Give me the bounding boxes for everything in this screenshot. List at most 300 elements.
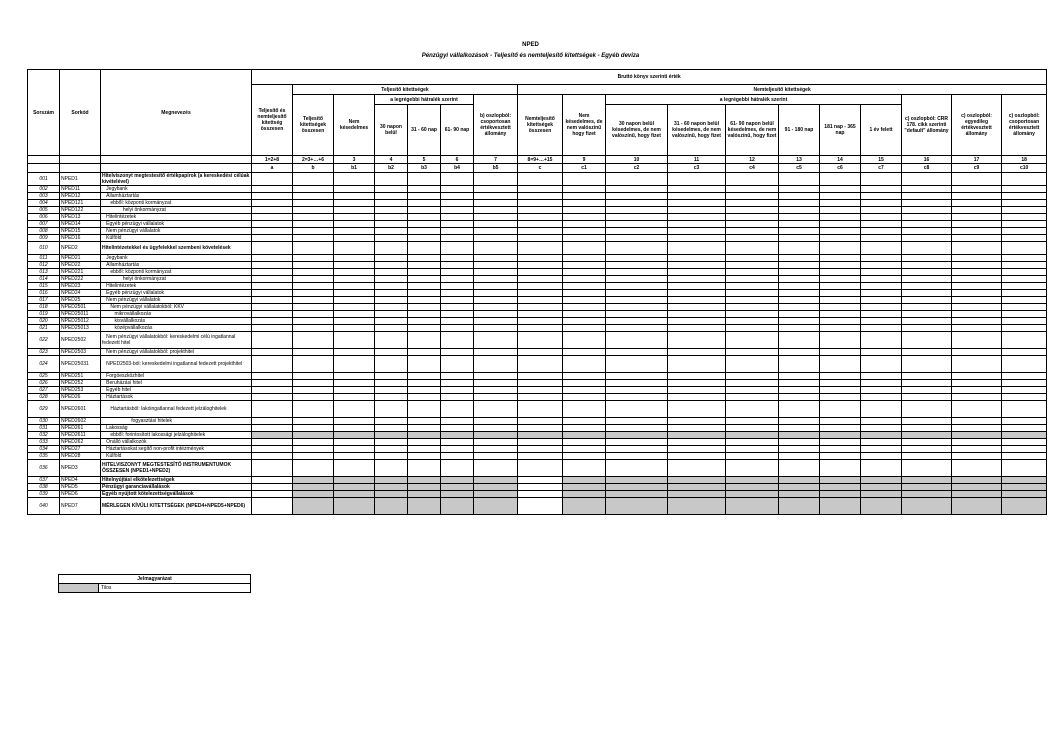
value-cell[interactable] (518, 304, 563, 311)
value-cell[interactable] (474, 228, 518, 235)
value-cell[interactable] (563, 394, 606, 401)
value-cell[interactable] (1002, 446, 1047, 453)
value-cell[interactable] (518, 318, 563, 325)
value-cell[interactable] (952, 290, 1002, 297)
value-cell[interactable] (334, 439, 375, 446)
value-cell[interactable] (1002, 439, 1047, 446)
value-cell[interactable] (726, 325, 779, 332)
value-cell[interactable] (408, 269, 441, 276)
value-cell[interactable] (779, 200, 820, 207)
value-cell[interactable] (474, 439, 518, 446)
value-cell[interactable] (375, 255, 408, 262)
value-cell[interactable] (474, 401, 518, 418)
value-cell[interactable] (902, 242, 952, 255)
value-cell[interactable] (1002, 349, 1047, 356)
value-cell[interactable] (668, 453, 726, 460)
value-cell[interactable] (820, 200, 861, 207)
value-cell[interactable] (1002, 318, 1047, 325)
value-cell[interactable] (375, 193, 408, 200)
value-cell[interactable] (408, 297, 441, 304)
value-cell[interactable] (518, 380, 563, 387)
value-cell[interactable] (861, 439, 902, 446)
value-cell[interactable] (408, 446, 441, 453)
value-cell[interactable] (779, 311, 820, 318)
value-cell[interactable] (952, 446, 1002, 453)
value-cell[interactable] (668, 262, 726, 269)
value-cell[interactable] (334, 477, 375, 484)
value-cell[interactable] (779, 484, 820, 491)
value-cell[interactable] (726, 460, 779, 477)
value-cell[interactable] (441, 297, 474, 304)
value-cell[interactable] (375, 325, 408, 332)
value-cell[interactable] (334, 186, 375, 193)
value-cell[interactable] (252, 290, 293, 297)
value-cell[interactable] (668, 283, 726, 290)
value-cell[interactable] (606, 242, 668, 255)
value-cell[interactable] (375, 349, 408, 356)
value-cell[interactable] (252, 394, 293, 401)
value-cell[interactable] (902, 432, 952, 439)
value-cell[interactable] (606, 425, 668, 432)
value-cell[interactable] (779, 262, 820, 269)
value-cell[interactable] (820, 491, 861, 498)
value-cell[interactable] (441, 228, 474, 235)
value-cell[interactable] (820, 255, 861, 262)
value-cell[interactable] (441, 439, 474, 446)
value-cell[interactable] (441, 235, 474, 242)
value-cell[interactable] (563, 297, 606, 304)
value-cell[interactable] (606, 387, 668, 394)
value-cell[interactable] (441, 356, 474, 373)
value-cell[interactable] (334, 432, 375, 439)
value-cell[interactable] (334, 242, 375, 255)
value-cell[interactable] (293, 460, 334, 477)
value-cell[interactable] (952, 193, 1002, 200)
value-cell[interactable] (820, 297, 861, 304)
value-cell[interactable] (293, 349, 334, 356)
value-cell[interactable] (779, 418, 820, 425)
value-cell[interactable] (952, 439, 1002, 446)
value-cell[interactable] (252, 276, 293, 283)
value-cell[interactable] (779, 297, 820, 304)
value-cell[interactable] (1002, 262, 1047, 269)
value-cell[interactable] (293, 380, 334, 387)
value-cell[interactable] (952, 276, 1002, 283)
value-cell[interactable] (375, 235, 408, 242)
value-cell[interactable] (252, 484, 293, 491)
value-cell[interactable] (441, 477, 474, 484)
value-cell[interactable] (779, 221, 820, 228)
value-cell[interactable] (563, 401, 606, 418)
value-cell[interactable] (441, 484, 474, 491)
value-cell[interactable] (902, 290, 952, 297)
value-cell[interactable] (408, 325, 441, 332)
value-cell[interactable] (779, 255, 820, 262)
value-cell[interactable] (1002, 477, 1047, 484)
value-cell[interactable] (334, 453, 375, 460)
value-cell[interactable] (861, 484, 902, 491)
value-cell[interactable] (1002, 311, 1047, 318)
value-cell[interactable] (252, 418, 293, 425)
value-cell[interactable] (334, 297, 375, 304)
value-cell[interactable] (668, 235, 726, 242)
value-cell[interactable] (952, 207, 1002, 214)
value-cell[interactable] (334, 207, 375, 214)
value-cell[interactable] (606, 439, 668, 446)
value-cell[interactable] (779, 380, 820, 387)
value-cell[interactable] (1002, 304, 1047, 311)
value-cell[interactable] (902, 460, 952, 477)
value-cell[interactable] (252, 446, 293, 453)
value-cell[interactable] (252, 491, 293, 498)
value-cell[interactable] (668, 297, 726, 304)
value-cell[interactable] (252, 498, 293, 515)
value-cell[interactable] (563, 373, 606, 380)
value-cell[interactable] (375, 283, 408, 290)
value-cell[interactable] (375, 318, 408, 325)
value-cell[interactable] (441, 221, 474, 228)
value-cell[interactable] (252, 200, 293, 207)
value-cell[interactable] (408, 283, 441, 290)
value-cell[interactable] (820, 283, 861, 290)
value-cell[interactable] (563, 186, 606, 193)
value-cell[interactable] (518, 221, 563, 228)
value-cell[interactable] (668, 418, 726, 425)
value-cell[interactable] (375, 186, 408, 193)
value-cell[interactable] (952, 425, 1002, 432)
value-cell[interactable] (606, 356, 668, 373)
value-cell[interactable] (293, 332, 334, 349)
value-cell[interactable] (293, 207, 334, 214)
value-cell[interactable] (252, 439, 293, 446)
value-cell[interactable] (518, 207, 563, 214)
value-cell[interactable] (474, 477, 518, 484)
value-cell[interactable] (474, 356, 518, 373)
value-cell[interactable] (861, 186, 902, 193)
value-cell[interactable] (726, 193, 779, 200)
value-cell[interactable] (293, 432, 334, 439)
value-cell[interactable] (252, 262, 293, 269)
value-cell[interactable] (563, 439, 606, 446)
value-cell[interactable] (408, 432, 441, 439)
value-cell[interactable] (474, 290, 518, 297)
value-cell[interactable] (902, 446, 952, 453)
value-cell[interactable] (1002, 207, 1047, 214)
value-cell[interactable] (820, 373, 861, 380)
value-cell[interactable] (518, 173, 563, 186)
value-cell[interactable] (252, 235, 293, 242)
value-cell[interactable] (474, 484, 518, 491)
value-cell[interactable] (726, 186, 779, 193)
value-cell[interactable] (252, 432, 293, 439)
value-cell[interactable] (1002, 498, 1047, 515)
value-cell[interactable] (726, 401, 779, 418)
value-cell[interactable] (408, 453, 441, 460)
value-cell[interactable] (375, 425, 408, 432)
value-cell[interactable] (902, 221, 952, 228)
value-cell[interactable] (293, 235, 334, 242)
value-cell[interactable] (1002, 221, 1047, 228)
value-cell[interactable] (668, 311, 726, 318)
value-cell[interactable] (293, 356, 334, 373)
value-cell[interactable] (293, 491, 334, 498)
value-cell[interactable] (375, 373, 408, 380)
value-cell[interactable] (293, 186, 334, 193)
value-cell[interactable] (779, 446, 820, 453)
value-cell[interactable] (779, 186, 820, 193)
value-cell[interactable] (861, 432, 902, 439)
value-cell[interactable] (820, 318, 861, 325)
value-cell[interactable] (293, 242, 334, 255)
value-cell[interactable] (902, 200, 952, 207)
value-cell[interactable] (252, 193, 293, 200)
value-cell[interactable] (952, 349, 1002, 356)
value-cell[interactable] (334, 269, 375, 276)
value-cell[interactable] (952, 283, 1002, 290)
value-cell[interactable] (820, 332, 861, 349)
value-cell[interactable] (518, 283, 563, 290)
value-cell[interactable] (668, 332, 726, 349)
value-cell[interactable] (779, 214, 820, 221)
value-cell[interactable] (563, 276, 606, 283)
value-cell[interactable] (902, 356, 952, 373)
value-cell[interactable] (1002, 484, 1047, 491)
value-cell[interactable] (726, 425, 779, 432)
value-cell[interactable] (474, 425, 518, 432)
value-cell[interactable] (474, 498, 518, 515)
value-cell[interactable] (606, 418, 668, 425)
value-cell[interactable] (441, 460, 474, 477)
value-cell[interactable] (779, 318, 820, 325)
value-cell[interactable] (668, 439, 726, 446)
value-cell[interactable] (861, 214, 902, 221)
value-cell[interactable] (861, 207, 902, 214)
value-cell[interactable] (606, 491, 668, 498)
value-cell[interactable] (252, 332, 293, 349)
value-cell[interactable] (518, 235, 563, 242)
value-cell[interactable] (902, 373, 952, 380)
value-cell[interactable] (861, 262, 902, 269)
value-cell[interactable] (606, 221, 668, 228)
value-cell[interactable] (861, 356, 902, 373)
value-cell[interactable] (779, 491, 820, 498)
value-cell[interactable] (518, 228, 563, 235)
value-cell[interactable] (668, 432, 726, 439)
value-cell[interactable] (1002, 276, 1047, 283)
value-cell[interactable] (252, 460, 293, 477)
value-cell[interactable] (334, 491, 375, 498)
value-cell[interactable] (563, 498, 606, 515)
value-cell[interactable] (606, 297, 668, 304)
value-cell[interactable] (779, 269, 820, 276)
value-cell[interactable] (474, 297, 518, 304)
value-cell[interactable] (441, 325, 474, 332)
value-cell[interactable] (952, 356, 1002, 373)
value-cell[interactable] (902, 173, 952, 186)
value-cell[interactable] (408, 214, 441, 221)
value-cell[interactable] (474, 332, 518, 349)
value-cell[interactable] (606, 193, 668, 200)
value-cell[interactable] (606, 269, 668, 276)
value-cell[interactable] (668, 173, 726, 186)
value-cell[interactable] (474, 311, 518, 318)
value-cell[interactable] (563, 318, 606, 325)
value-cell[interactable] (606, 173, 668, 186)
value-cell[interactable] (518, 439, 563, 446)
value-cell[interactable] (518, 356, 563, 373)
value-cell[interactable] (861, 373, 902, 380)
value-cell[interactable] (441, 290, 474, 297)
value-cell[interactable] (441, 446, 474, 453)
value-cell[interactable] (334, 290, 375, 297)
value-cell[interactable] (820, 173, 861, 186)
value-cell[interactable] (408, 394, 441, 401)
value-cell[interactable] (606, 394, 668, 401)
value-cell[interactable] (820, 276, 861, 283)
value-cell[interactable] (820, 380, 861, 387)
value-cell[interactable] (606, 290, 668, 297)
value-cell[interactable] (252, 373, 293, 380)
value-cell[interactable] (861, 325, 902, 332)
value-cell[interactable] (668, 207, 726, 214)
value-cell[interactable] (1002, 228, 1047, 235)
value-cell[interactable] (726, 432, 779, 439)
value-cell[interactable] (375, 460, 408, 477)
value-cell[interactable] (952, 394, 1002, 401)
value-cell[interactable] (375, 200, 408, 207)
value-cell[interactable] (334, 380, 375, 387)
value-cell[interactable] (861, 349, 902, 356)
value-cell[interactable] (779, 425, 820, 432)
value-cell[interactable] (726, 221, 779, 228)
value-cell[interactable] (668, 221, 726, 228)
value-cell[interactable] (293, 228, 334, 235)
value-cell[interactable] (668, 200, 726, 207)
value-cell[interactable] (408, 262, 441, 269)
value-cell[interactable] (1002, 325, 1047, 332)
value-cell[interactable] (861, 401, 902, 418)
value-cell[interactable] (518, 432, 563, 439)
value-cell[interactable] (902, 318, 952, 325)
value-cell[interactable] (252, 214, 293, 221)
value-cell[interactable] (861, 269, 902, 276)
value-cell[interactable] (1002, 373, 1047, 380)
value-cell[interactable] (252, 186, 293, 193)
value-cell[interactable] (779, 276, 820, 283)
value-cell[interactable] (820, 460, 861, 477)
value-cell[interactable] (563, 446, 606, 453)
value-cell[interactable] (518, 214, 563, 221)
value-cell[interactable] (726, 387, 779, 394)
value-cell[interactable] (441, 262, 474, 269)
value-cell[interactable] (726, 498, 779, 515)
value-cell[interactable] (861, 193, 902, 200)
value-cell[interactable] (902, 193, 952, 200)
value-cell[interactable] (408, 439, 441, 446)
value-cell[interactable] (668, 214, 726, 221)
value-cell[interactable] (779, 373, 820, 380)
value-cell[interactable] (375, 304, 408, 311)
value-cell[interactable] (334, 255, 375, 262)
value-cell[interactable] (474, 242, 518, 255)
value-cell[interactable] (252, 387, 293, 394)
value-cell[interactable] (902, 439, 952, 446)
value-cell[interactable] (334, 387, 375, 394)
value-cell[interactable] (441, 394, 474, 401)
value-cell[interactable] (408, 349, 441, 356)
value-cell[interactable] (861, 242, 902, 255)
value-cell[interactable] (474, 491, 518, 498)
value-cell[interactable] (668, 269, 726, 276)
value-cell[interactable] (820, 235, 861, 242)
value-cell[interactable] (606, 349, 668, 356)
value-cell[interactable] (779, 242, 820, 255)
value-cell[interactable] (726, 304, 779, 311)
value-cell[interactable] (668, 255, 726, 262)
value-cell[interactable] (518, 290, 563, 297)
value-cell[interactable] (952, 498, 1002, 515)
value-cell[interactable] (726, 297, 779, 304)
value-cell[interactable] (563, 432, 606, 439)
value-cell[interactable] (518, 255, 563, 262)
value-cell[interactable] (518, 425, 563, 432)
value-cell[interactable] (563, 235, 606, 242)
value-cell[interactable] (293, 425, 334, 432)
value-cell[interactable] (1002, 269, 1047, 276)
value-cell[interactable] (952, 453, 1002, 460)
value-cell[interactable] (606, 228, 668, 235)
value-cell[interactable] (668, 460, 726, 477)
value-cell[interactable] (902, 380, 952, 387)
value-cell[interactable] (518, 269, 563, 276)
value-cell[interactable] (518, 498, 563, 515)
value-cell[interactable] (375, 446, 408, 453)
value-cell[interactable] (474, 380, 518, 387)
value-cell[interactable] (334, 311, 375, 318)
value-cell[interactable] (334, 193, 375, 200)
value-cell[interactable] (726, 255, 779, 262)
value-cell[interactable] (902, 325, 952, 332)
value-cell[interactable] (820, 394, 861, 401)
value-cell[interactable] (952, 242, 1002, 255)
value-cell[interactable] (726, 446, 779, 453)
value-cell[interactable] (375, 173, 408, 186)
value-cell[interactable] (726, 173, 779, 186)
value-cell[interactable] (375, 453, 408, 460)
value-cell[interactable] (1002, 235, 1047, 242)
value-cell[interactable] (952, 484, 1002, 491)
value-cell[interactable] (779, 207, 820, 214)
value-cell[interactable] (441, 349, 474, 356)
value-cell[interactable] (334, 356, 375, 373)
value-cell[interactable] (902, 262, 952, 269)
value-cell[interactable] (518, 491, 563, 498)
value-cell[interactable] (334, 318, 375, 325)
value-cell[interactable] (518, 446, 563, 453)
value-cell[interactable] (861, 283, 902, 290)
value-cell[interactable] (902, 484, 952, 491)
value-cell[interactable] (293, 325, 334, 332)
value-cell[interactable] (820, 401, 861, 418)
value-cell[interactable] (474, 432, 518, 439)
value-cell[interactable] (293, 318, 334, 325)
value-cell[interactable] (1002, 200, 1047, 207)
value-cell[interactable] (293, 373, 334, 380)
value-cell[interactable] (668, 304, 726, 311)
value-cell[interactable] (861, 446, 902, 453)
value-cell[interactable] (861, 200, 902, 207)
value-cell[interactable] (820, 207, 861, 214)
